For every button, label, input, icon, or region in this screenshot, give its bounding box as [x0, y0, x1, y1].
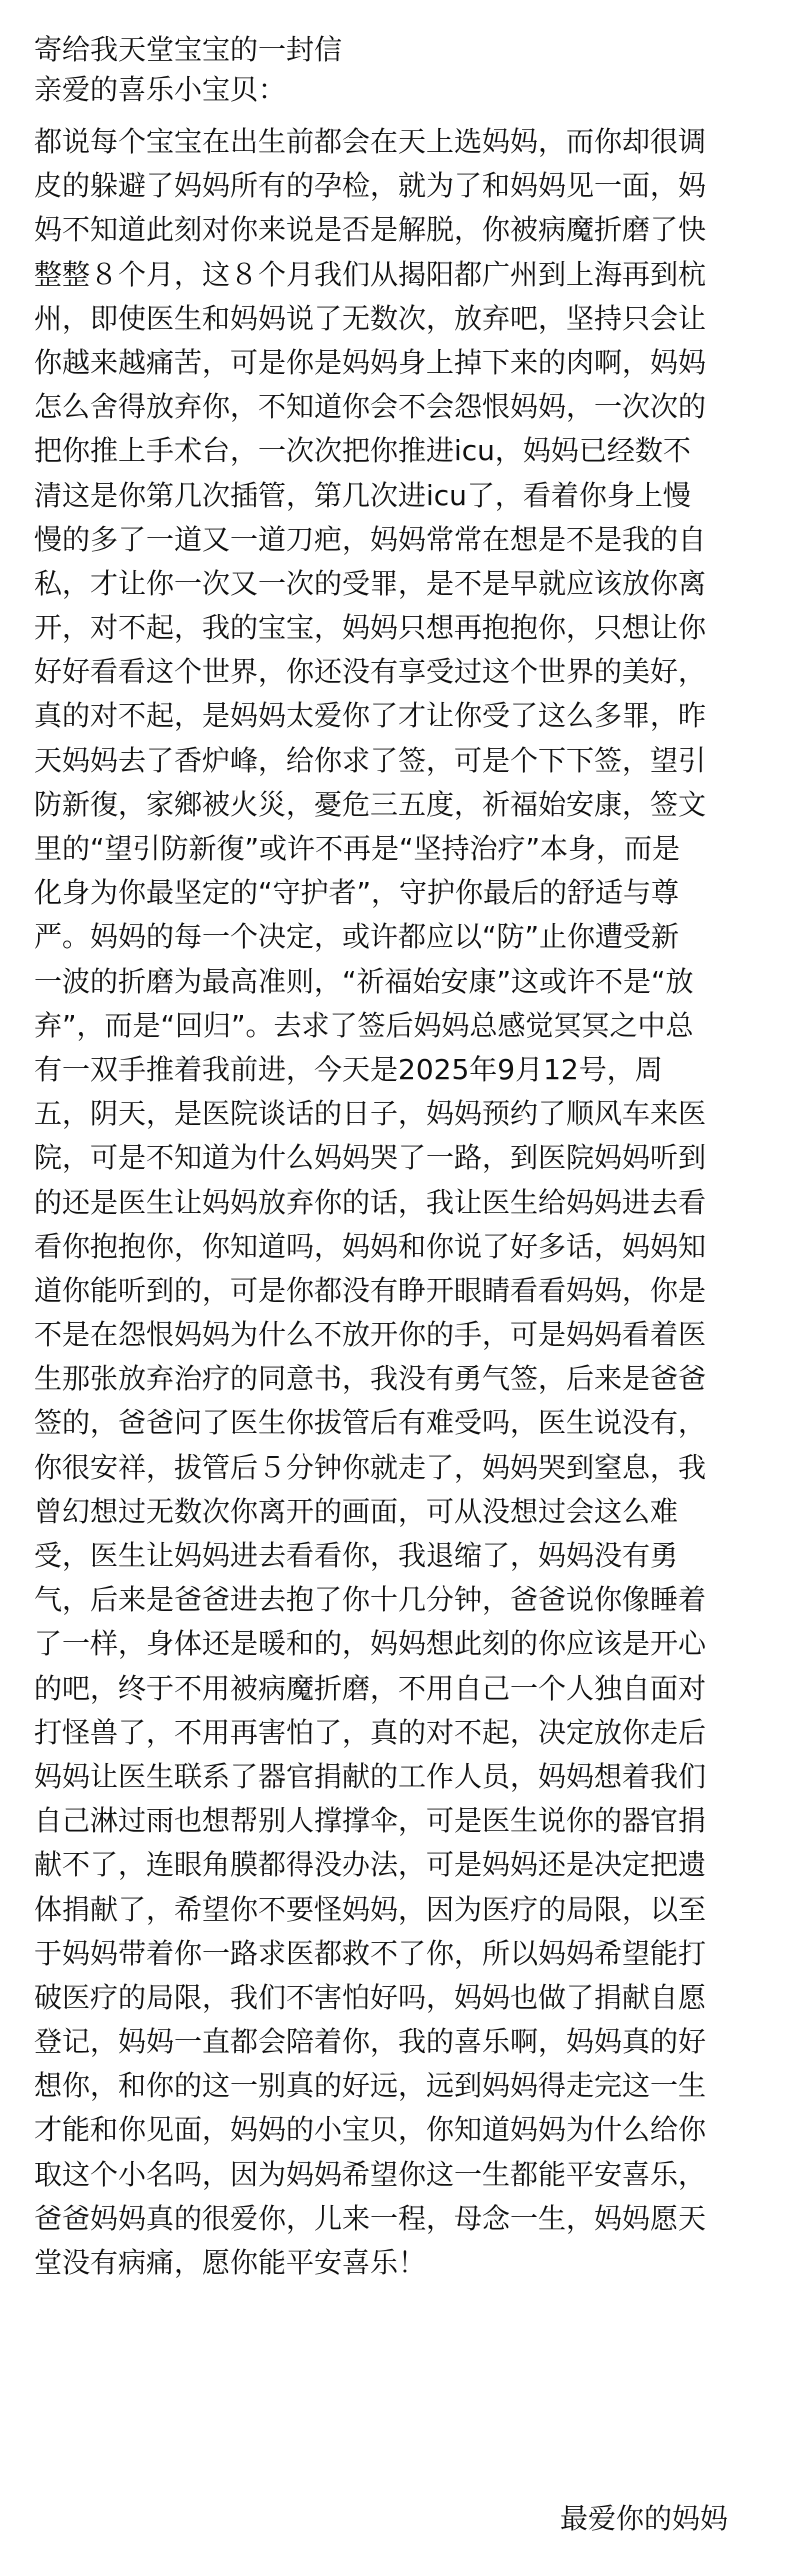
- letter-body-line: 院，可是不知道为什么妈妈哭了一路，到医院妈妈听到: [34, 1141, 707, 1175]
- letter-title: 寄给我天堂宝宝的一封信: [34, 33, 343, 66]
- letter-body-line: 化身为你最坚定的“守护者”，守护你最后的舒适与尊: [34, 876, 680, 910]
- letter-body: [34, 120, 774, 2285]
- letter-body-line: 开，对不起，我的宝宝，妈妈只想再抱抱你，只想让你: [34, 611, 707, 645]
- letter-body-line: 防新復，家鄉被火災，憂危三五度，祈福始安康，签文: [34, 787, 707, 821]
- letter-body-line: 看你抱抱你，你知道吗，妈妈和你说了好多话，妈妈知: [34, 1229, 707, 1263]
- letter-signature: 最爱你的妈妈: [560, 2502, 729, 2535]
- letter-greeting: 亲爱的喜乐小宝贝：: [34, 73, 287, 106]
- letter-body-line: 气，后来是爸爸进去抱了你十几分钟，爸爸说你像睡着: [34, 1583, 707, 1617]
- letter-body-line: 不是在怨恨妈妈为什么不放开你的手，可是妈妈看着医: [34, 1318, 707, 1352]
- letter-body-line: 都说每个宝宝在出生前都会在天上选妈妈，而你却很调: [34, 125, 707, 158]
- letter-body-line: 皮的躲避了妈妈所有的孕检，就为了和妈妈见一面，妈: [34, 169, 707, 203]
- letter-body-line: 有一双手推着我前进，今天是2025年9月12号，周: [34, 1052, 663, 1086]
- letter-body-line: 你很安祥，拔管后５分钟你就走了，妈妈哭到窒息，我: [34, 1450, 707, 1484]
- letter-body-line: 把你推上手术台，一次次把你推进icu，妈妈已经数不: [34, 434, 691, 468]
- letter-body-line: 取这个小名吗，因为妈妈希望你这一生都能平安喜乐，: [34, 2157, 707, 2191]
- letter-body-line: 于妈妈带着你一路求医都救不了你，所以妈妈希望能打: [34, 1936, 707, 1970]
- letter-body-line: 五，阴天，是医院谈话的日子，妈妈预约了顺风车来医: [34, 1097, 707, 1131]
- letter-body-line: 登记，妈妈一直都会陪着你，我的喜乐啊，妈妈真的好: [34, 2025, 707, 2059]
- letter-body-line: 里的“望引防新復”或许不再是“坚持治疗”本身，而是: [34, 832, 681, 865]
- letter-body-line: 好好看看这个世界，你还没有享受过这个世界的美好，: [34, 655, 707, 689]
- letter-body-line: 破医疗的局限，我们不害怕好吗，妈妈也做了捐献自愿: [34, 1980, 707, 2014]
- letter-body-line: 清这是你第几次插管，第几次进icu了，看着你身上慢: [34, 478, 691, 512]
- letter-body-line: 堂没有病痛，愿你能平安喜乐！: [34, 2246, 427, 2279]
- letter-body-line: 受，医生让妈妈进去看看你，我退缩了，妈妈没有勇: [34, 1539, 679, 1572]
- letter-body-line: 私，才让你一次又一次的受罪，是不是早就应该放你离: [34, 566, 707, 600]
- letter-body-line: 妈妈让医生联系了器官捐献的工作人员，妈妈想着我们: [34, 1759, 707, 1793]
- letter-body-line: 才能和你见面，妈妈的小宝贝，你知道妈妈为什么给你: [34, 2113, 707, 2147]
- letter-body-line: 献不了，连眼角膜都得没办法，可是妈妈还是决定把遗: [34, 1848, 707, 1882]
- letter-body-line: 一波的折磨为最高准则，“祈福始安康”这或许不是“放: [34, 964, 694, 998]
- letter-body-line: 慢的多了一道又一道刀疤，妈妈常常在想是不是我的自: [34, 522, 707, 556]
- letter-body-line: 爸爸妈妈真的很爱你，儿来一程，母念一生，妈妈愿天: [34, 2201, 707, 2235]
- letter-body-line: 的吧，终于不用被病魔折磨，不用自己一个人独自面对: [34, 1671, 707, 1705]
- letter-body-line: 真的对不起，是妈妈太爱你了才让你受了这么多罪，昨: [34, 699, 707, 733]
- letter-body-line: 生那张放弃治疗的同意书，我没有勇气签，后来是爸爸: [34, 1362, 707, 1396]
- letter-body-line: 签的，爸爸问了医生你拔管后有难受吗，医生说没有，: [34, 1406, 707, 1440]
- letter-body-line: 道你能听到的，可是你都没有睁开眼睛看看妈妈，你是: [34, 1273, 707, 1307]
- letter-body-line: 弃”，而是“回归”。去求了签后妈妈总感觉冥冥之中总: [34, 1008, 694, 1042]
- letter-body-line: 自己淋过雨也想帮别人撑撑伞，可是医生说你的器官捐: [34, 1804, 707, 1838]
- letter-body-line: 想你，和你的这一别真的好远，远到妈妈得走完这一生: [34, 2069, 707, 2103]
- letter-body-line: 曾幻想过无数次你离开的画面，可从没想过会这么难: [34, 1494, 679, 1528]
- letter-body-line: 天妈妈去了香炉峰，给你求了签，可是个下下签，望引: [34, 743, 707, 777]
- letter-body-line: 妈不知道此刻对你来说是否是解脱，你被病魔折磨了快: [34, 213, 707, 247]
- letter-body-line: 州，即使医生和妈妈说了无数次，放弃吧，坚持只会让: [34, 301, 707, 335]
- letter-body-line: 了一样，身体还是暖和的，妈妈想此刻的你应该是开心: [34, 1627, 707, 1661]
- letter-body-line: 的还是医生让妈妈放弃你的话，我让医生给妈妈进去看: [34, 1185, 707, 1219]
- letter-body-line: 怎么舍得放弃你，不知道你会不会怨恨妈妈，一次次的: [34, 390, 707, 424]
- letter-body-line: 你越来越痛苦，可是你是妈妈身上掉下来的肉啊，妈妈: [34, 345, 707, 379]
- letter-body-line: 体捐献了，希望你不要怪妈妈，因为医疗的局限，以至: [34, 1892, 707, 1926]
- letter-body-line: 打怪兽了，不用再害怕了，真的对不起，决定放你走后: [34, 1715, 707, 1749]
- letter-body-line: 严。妈妈的每一个决定，或许都应以“防”止你遭受新: [34, 920, 680, 954]
- letter-body-line: 整整８个月，这８个月我们从揭阳都广州到上海再到杭: [34, 257, 707, 291]
